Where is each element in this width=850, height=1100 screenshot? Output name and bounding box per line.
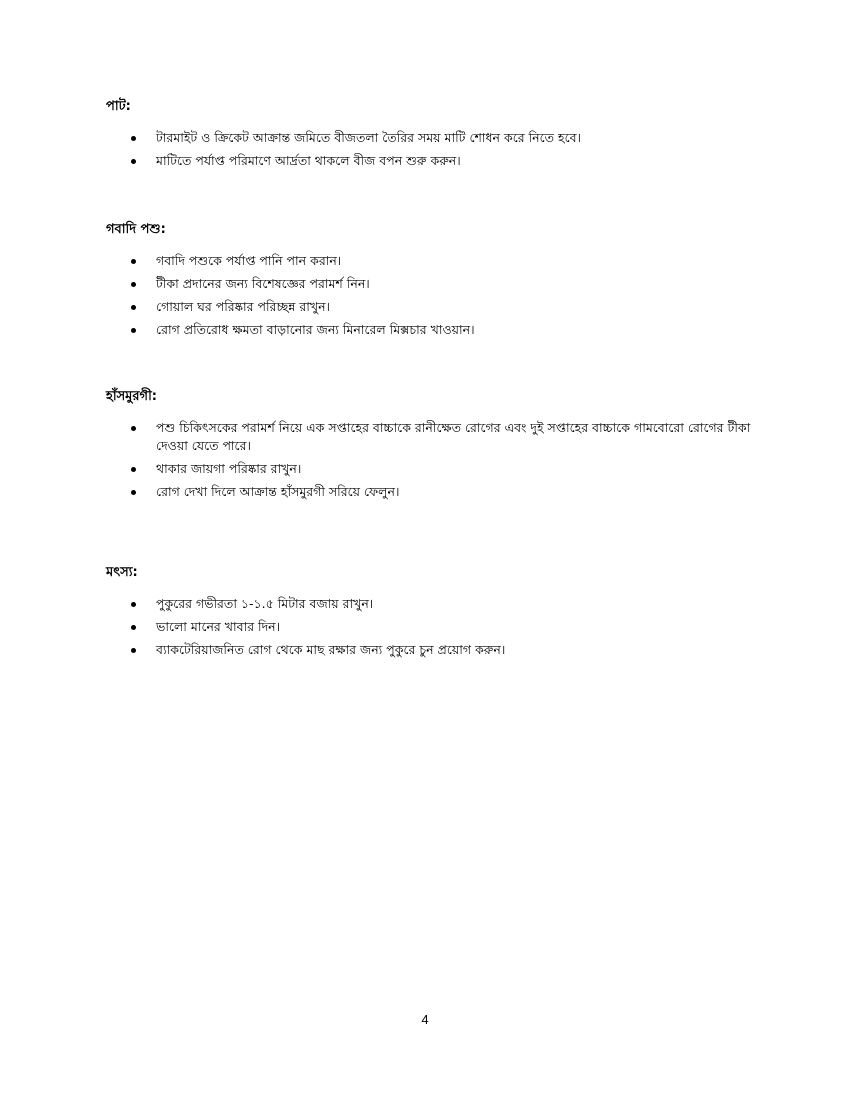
list-item-text: টারমাইট ও ক্রিকেট আক্রান্ত জমিতে বীজতলা তৈরির সময় মাটি শোধন করে নিতে হবে। bbox=[156, 130, 582, 145]
list-item bbox=[106, 595, 766, 613]
bullet-icon bbox=[131, 136, 136, 141]
list-item bbox=[106, 618, 766, 636]
list-item-text: ব্যাকটেরিয়াজনিত রোগ থেকে মাছ রক্ষার জন্য পুকুরে চুন প্রয়োগ করুন। bbox=[156, 642, 506, 657]
bullet-icon bbox=[131, 159, 136, 164]
list-item bbox=[106, 321, 766, 339]
section-heading: গবাদি পশু: bbox=[106, 222, 166, 237]
list-item-text: গোয়াল ঘর পরিষ্কার পরিচ্ছন্ন রাখুন। bbox=[156, 299, 331, 314]
list-item-text: থাকার জায়গা পরিষ্কার রাখুন। bbox=[156, 461, 302, 476]
list-item bbox=[106, 460, 766, 478]
list-item bbox=[106, 419, 766, 455]
list-item-text: গবাদি পশুকে পর্যাপ্ত পানি পান করান। bbox=[156, 253, 342, 268]
list-item-text: পশু চিকিৎসকের পরামর্শ নিয়ে এক সপ্তাহের বাচ্চাকে রানীক্ষেত রোগের এবং দুই সপ্তাহের বাচ্চাকে গামবোরো রোগের টীকা দেওয়া যেতে পারে। bbox=[156, 420, 751, 453]
bullet-icon bbox=[131, 305, 136, 310]
section-fisheries bbox=[106, 564, 766, 664]
bullet-icon bbox=[131, 648, 136, 653]
list-item-text: টীকা প্রদানের জন্য বিশেষজ্ঞের পরামর্শ নিন। bbox=[156, 276, 370, 291]
bullet-list bbox=[106, 129, 766, 170]
list-item bbox=[106, 152, 766, 170]
list-item bbox=[106, 483, 766, 501]
bullet-icon bbox=[131, 490, 136, 495]
list-item bbox=[106, 641, 766, 659]
list-item bbox=[106, 298, 766, 316]
section-jute bbox=[106, 98, 766, 175]
bullet-list bbox=[106, 419, 766, 501]
page-number: 4 bbox=[421, 1012, 429, 1027]
bullet-list bbox=[106, 252, 766, 339]
section-livestock bbox=[106, 221, 766, 344]
section-heading: পাট: bbox=[106, 99, 131, 114]
bullet-icon bbox=[131, 426, 136, 431]
list-item-text: ভালো মানের খাবার দিন। bbox=[156, 619, 281, 634]
section-heading: হাঁসমুরগী: bbox=[106, 389, 157, 404]
list-item-text: রোগ প্রতিরোধ ক্ষমতা বাড়ানোর জন্য মিনারেল মিক্সচার খাওয়ান। bbox=[156, 322, 475, 337]
list-item bbox=[106, 275, 766, 293]
section-poultry bbox=[106, 388, 766, 506]
bullet-icon bbox=[131, 282, 136, 287]
bullet-icon bbox=[131, 467, 136, 472]
bullet-icon bbox=[131, 625, 136, 630]
section-heading: মৎস্য: bbox=[106, 565, 138, 580]
list-item-text: পুকুরের গভীরতা ১-১.৫ মিটার বজায় রাখুন। bbox=[156, 596, 374, 611]
bullet-icon bbox=[131, 259, 136, 264]
list-item-text: রোগ দেখা দিলে আক্রান্ত হাঁসমুরগী সরিয়ে ফেলুন। bbox=[156, 484, 400, 499]
list-item bbox=[106, 129, 766, 147]
bullet-icon bbox=[131, 602, 136, 607]
list-item-text: মাটিতে পর্যাপ্ত পরিমাণে আর্দ্রতা থাকলে বীজ বপন শুরু করুন। bbox=[156, 153, 461, 168]
bullet-list bbox=[106, 595, 766, 659]
bullet-icon bbox=[131, 328, 136, 333]
list-item bbox=[106, 252, 766, 270]
